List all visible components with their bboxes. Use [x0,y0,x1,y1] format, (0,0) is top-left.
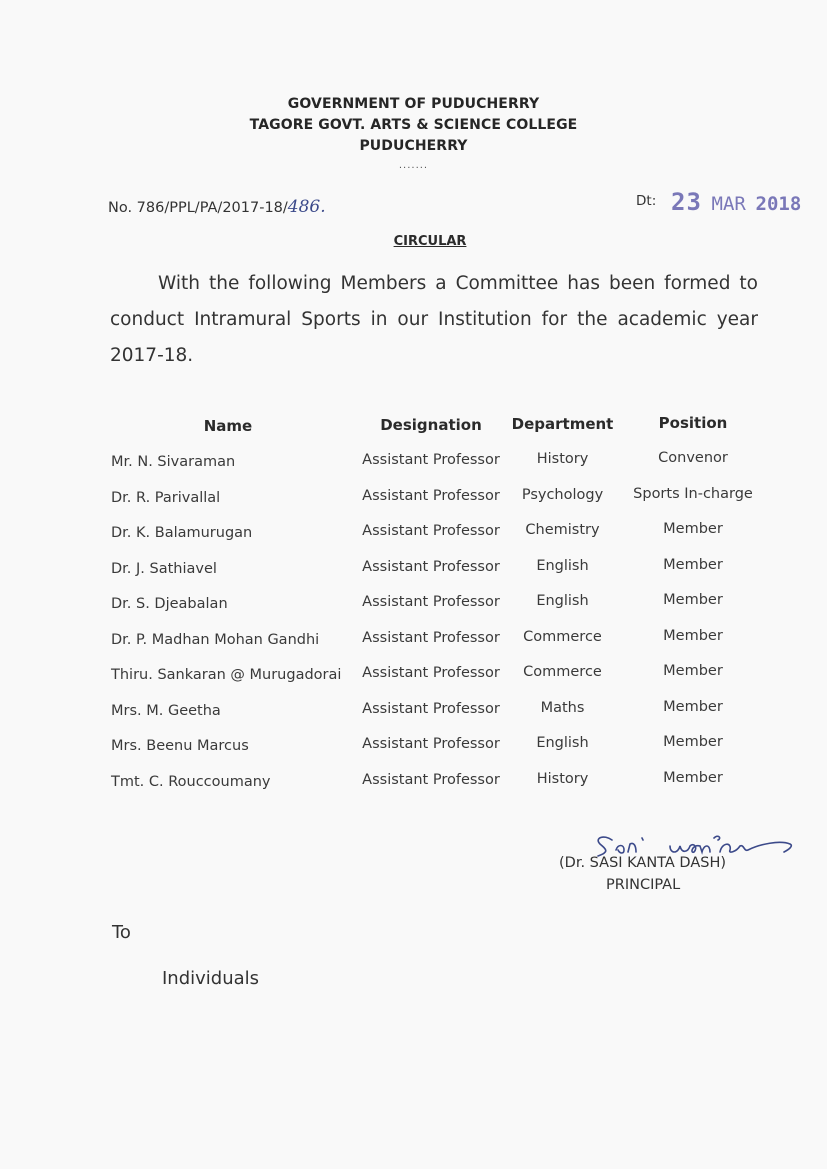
cell-designation: Assistant Professor [362,665,500,681]
date-stamp [671,188,801,216]
cell-name: Dr. S. Djeabalan [111,596,228,612]
column-header-designation: Designation [380,416,482,434]
cell-position: Member [663,699,723,715]
cell-position: Member [663,663,723,679]
cell-position: Member [663,628,723,644]
cell-designation: Assistant Professor [362,523,500,539]
cell-department: Maths [540,700,585,716]
cell-name: Dr. K. Balamurugan [111,525,253,541]
cell-designation: Assistant Professor [362,736,500,752]
cell-department: Commerce [523,629,602,645]
header-city: PUDUCHERRY [359,138,468,154]
cell-position: Member [663,521,723,537]
cell-department: History [536,771,589,787]
cell-name: Dr. P. Madhan Mohan Gandhi [111,632,320,648]
cell-designation: Assistant Professor [362,452,500,468]
cell-position: Member [663,592,723,608]
cell-name: Dr. J. Sathiavel [111,561,217,577]
cell-position: Member [663,734,723,750]
recipient-addressee: Individuals [162,968,260,989]
header-college: TAGORE GOVT. ARTS & SCIENCE COLLEGE [249,117,578,133]
column-header-department: Department [511,415,614,433]
date-label: Dt: [636,193,657,209]
cell-department: History [536,451,589,467]
signatory-title: PRINCIPAL [606,877,681,893]
column-header-position: Position [658,414,728,432]
cell-designation: Assistant Professor [362,772,500,788]
cell-designation: Assistant Professor [362,701,500,717]
cell-department: Psychology [521,487,604,503]
column-header-name: Name [203,417,253,435]
body-paragraph: With the following Members a Committee has been formed to conduct Intramural Sports in our Institution for the academic year 2017-18. [110,273,758,366]
cell-position: Member [663,557,723,573]
header-government: GOVERNMENT OF PUDUCHERRY [287,96,540,112]
signatory-name: (Dr. SASI KANTA DASH) [559,855,727,871]
stamp-month: MAR [711,193,746,215]
cell-designation: Assistant Professor [362,594,500,610]
document-title: CIRCULAR [393,234,467,249]
handwritten-number: 486. [287,197,326,217]
cell-name: Mrs. Beenu Marcus [111,738,249,754]
cell-department: Chemistry [525,522,600,538]
cell-department: English [536,593,589,609]
cell-name: Dr. R. Parivallal [111,490,221,506]
reference-number [108,197,326,217]
cell-name: Thiru. Sankaran @ Murugadorai [111,667,342,683]
cell-name: Mr. N. Sivaraman [111,454,236,470]
reference-prefix: No. 786/PPL/PA/2017-18/ [108,200,288,216]
cell-name: Mrs. M. Geetha [111,703,221,719]
cell-department: English [536,735,589,751]
cell-designation: Assistant Professor [362,559,500,575]
stamp-year: 2018 [755,193,802,215]
cell-name: Tmt. C. Rouccoumany [111,774,271,790]
cell-position: Convenor [658,450,728,466]
cell-position: Member [663,770,723,786]
cell-department: Commerce [523,664,602,680]
cell-designation: Assistant Professor [362,630,500,646]
stamp-day: 23 [671,188,702,216]
header-dots: ....... [398,160,429,171]
recipient-label: To [112,922,131,943]
cell-position: Sports In-charge [633,486,753,502]
cell-department: English [536,558,589,574]
cell-designation: Assistant Professor [362,488,500,504]
